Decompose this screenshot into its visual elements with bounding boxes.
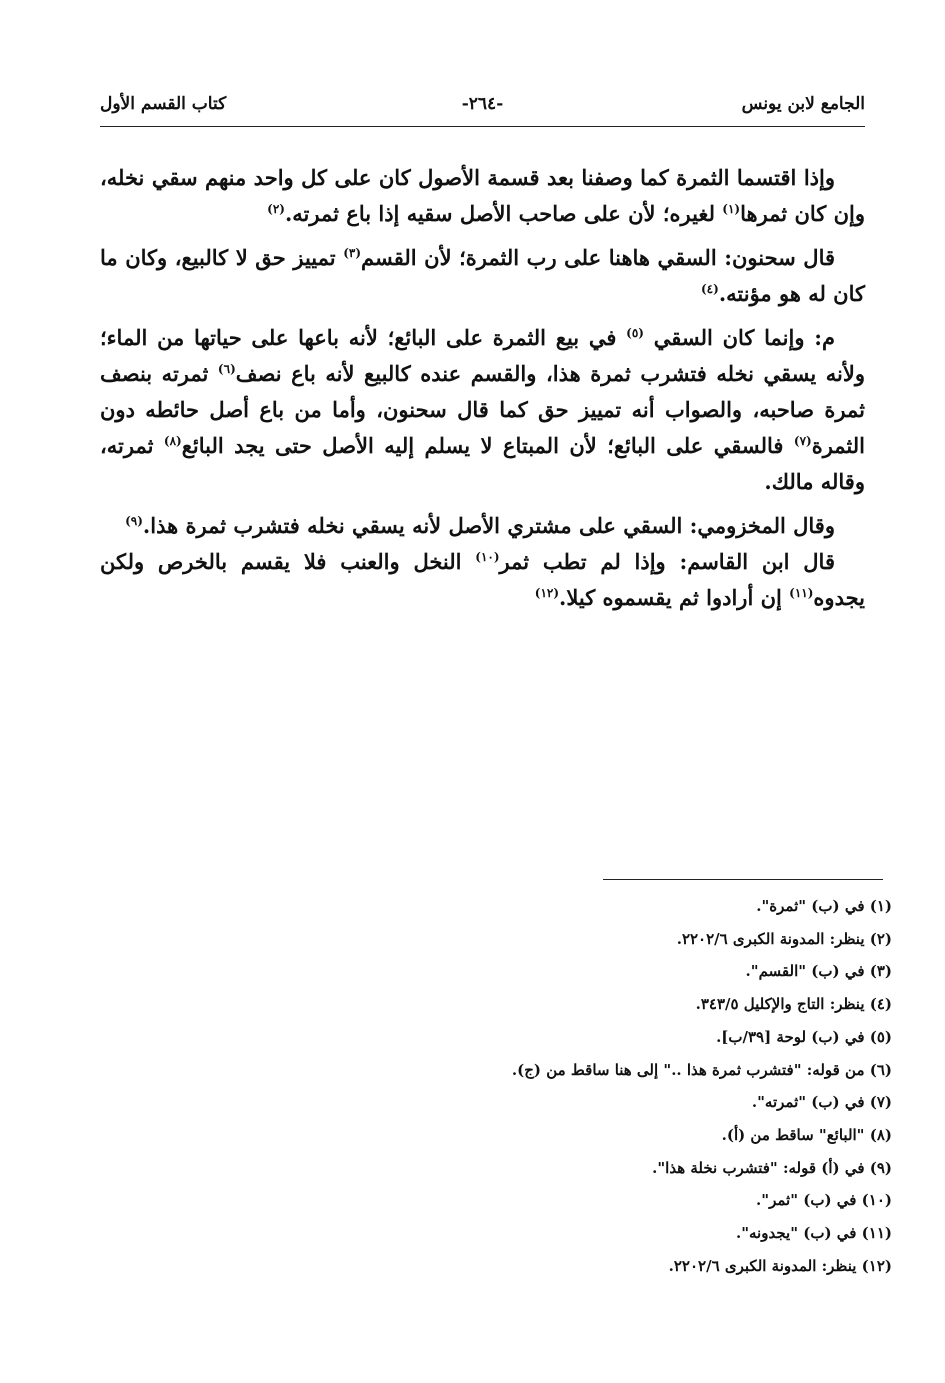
text-run: إن أرادوا ثم يقسموه كيلا. xyxy=(559,585,790,610)
footnote-item: (٣) في (ب) "القسم". xyxy=(745,962,892,981)
text-run: لغيره؛ لأن على صاحب الأصل سقيه إذا باع ثمرته. xyxy=(284,201,723,226)
text-run: قال سحنون: السقي هاهنا على رب الثمرة؛ لأن القسم xyxy=(361,245,836,270)
footnote-marker: (١) xyxy=(722,202,741,216)
paragraph xyxy=(100,320,865,500)
footnote-marker: (٨) xyxy=(163,434,182,448)
footnote-marker: (٦) xyxy=(217,362,236,376)
text-run: ثمرته بنصف ثمرة صاحبه، والصواب أنه تمييز حق كما قال سحنون، وأما من باع أصل حائطه دون الثمرة xyxy=(100,361,866,458)
footnote-marker: (١٢) xyxy=(534,586,560,600)
text-run: النخل والعنب فلا يقسم بالخرص ولكن يجدوه xyxy=(100,549,865,610)
paragraph xyxy=(100,240,865,312)
footnote-item: (٢) ينظر: المدونة الكبرى ٢٢٠٢/٦. xyxy=(676,929,892,948)
text-run: وإذا اقتسما الثمرة كما وصفنا بعد قسمة الأصول كان على كل واحد منهم سقي نخله، وإن كان ثمرها xyxy=(100,165,865,226)
section-title: كتاب القسم الأول xyxy=(100,94,227,114)
footnote-item: (٤) ينظر: التاج والإكليل ٣٤٣/٥. xyxy=(695,995,892,1014)
main-text xyxy=(100,160,865,624)
footnote-item: (١٢) ينظر: المدونة الكبرى ٢٢٠٢/٦. xyxy=(668,1256,892,1275)
header-divider xyxy=(100,126,865,127)
page-number: -٢٦٤- xyxy=(461,94,504,114)
footnote-item: (١٠) في (ب) "ثمر". xyxy=(756,1191,892,1210)
running-header xyxy=(100,94,865,122)
footnote-marker: (٧) xyxy=(793,434,812,448)
footnote-item: (٧) في (ب) "ثمرته". xyxy=(751,1093,892,1112)
text-run: ثمرته، وقاله مالك. xyxy=(100,433,865,494)
footnote-marker: (٩) xyxy=(125,514,143,528)
footnote-marker: (١١) xyxy=(789,586,814,600)
footnote-divider xyxy=(603,879,883,880)
footnote-item: (٩) في (أ) قوله: "فتشرب نخلة هذا". xyxy=(652,1158,892,1177)
footnote-item: (١١) في (ب) "يجدونه". xyxy=(735,1224,892,1243)
paragraph xyxy=(100,160,865,232)
footnote-marker: (٢) xyxy=(267,202,285,216)
footnote-marker: (٥) xyxy=(626,326,644,340)
footnotes xyxy=(400,890,892,1282)
footnote-item: (٨) "البائع" ساقط من (أ). xyxy=(721,1125,892,1144)
book-title: الجامع لابن يونس xyxy=(741,94,865,114)
footnote-item: (٦) من قوله: "فتشرب ثمرة هذا .." إلى هنا ساقط من (ج). xyxy=(511,1060,892,1079)
text-run: م: وإنما كان السقي xyxy=(643,325,835,350)
text-run: فالسقي على البائع؛ لأن المبتاع لا يسلم إليه الأصل حتى يجد البائع xyxy=(181,433,794,458)
text-run: في بيع الثمرة على البائع؛ لأنه باعها على حياتها من الماء؛ ولأنه يسقي نخله فتشرب ثمرة هذا، والقسم عنده كالبيع لأنه باع نصف xyxy=(100,325,865,386)
text-run: تمييز حق لا كالبيع، وكان ما كان له هو مؤنته. xyxy=(100,245,865,306)
footnote-marker: (٣) xyxy=(343,246,362,260)
footnote-marker: (٤) xyxy=(700,282,719,296)
text-run: قال ابن القاسم: وإذا لم تطب ثمر xyxy=(499,549,835,574)
text-run: وقال المخزومي: السقي على مشتري الأصل لأنه يسقي نخله فتشرب ثمرة هذا. xyxy=(142,513,835,538)
paragraph xyxy=(100,544,865,616)
footnote-item: (٥) في (ب) لوحة [٣٩/ب]. xyxy=(716,1027,892,1046)
paragraph xyxy=(100,508,865,544)
footnote-marker: (١٠) xyxy=(475,550,500,564)
footnote-item: (١) في (ب) "ثمرة". xyxy=(756,897,892,915)
